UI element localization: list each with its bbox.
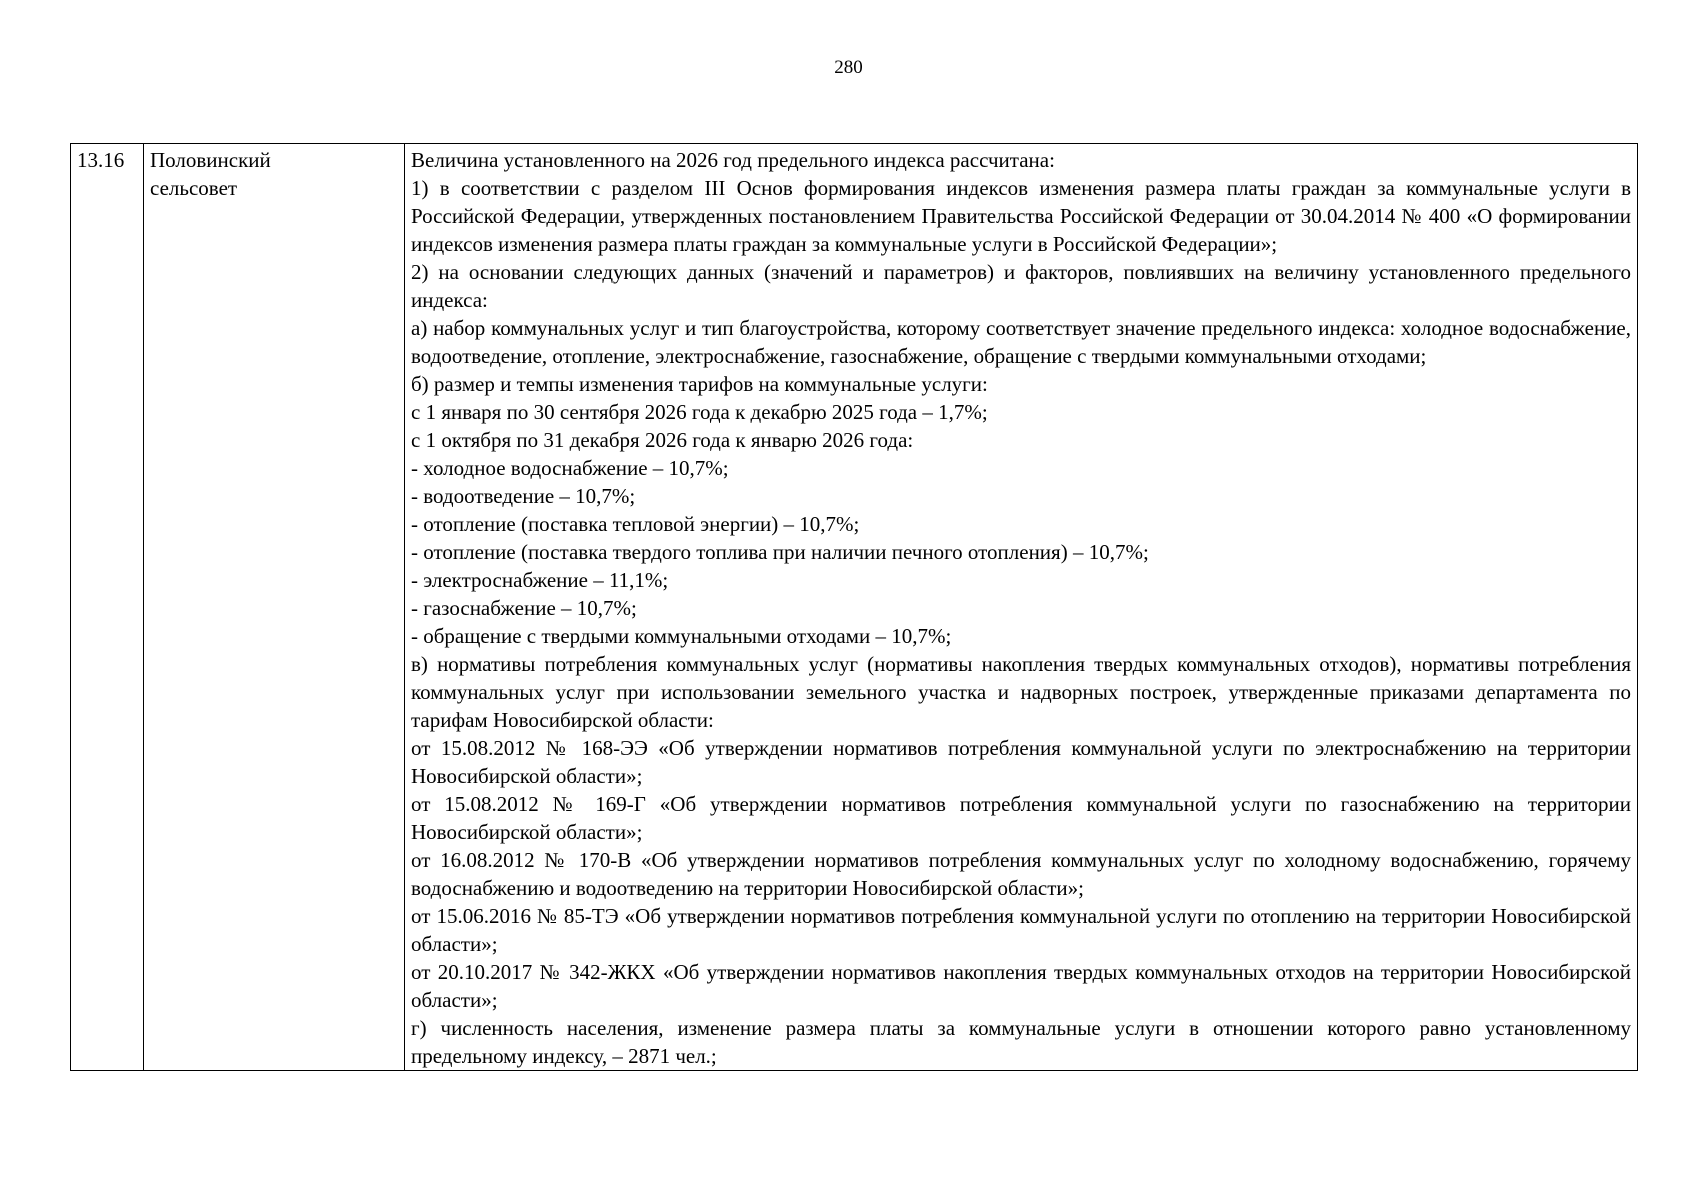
paragraph-item-v: в) нормативы потребления коммунальных услуг (нормативы накопления твердых коммунальных отходов), нормативы потребления коммунальных услуг при использовании земельного участка и надворных построек, утвержденные приказами департамента по тарифам Новосибирской области: xyxy=(411,652,1631,732)
paragraph-tariff-period-2: с 1 октября по 31 декабря 2026 года к январю 2026 года: xyxy=(411,428,914,452)
paragraph-tariff-period-1: с 1 января по 30 сентября 2026 года к декабрю 2025 года – 1,7%; xyxy=(411,400,988,424)
municipality-name-line: Половинский xyxy=(150,148,271,172)
index-description xyxy=(405,144,1638,1071)
table-row xyxy=(71,144,1638,1071)
municipality-name-line: сельсовет xyxy=(150,176,238,200)
list-item: - водоотведение – 10,7%; xyxy=(411,484,636,508)
paragraph-item-a: а) набор коммунальных услуг и тип благоустройства, которому соответствует значение предельного индекса: холодное водоснабжение, водоотведение, отопление, электроснабжение, газоснабжение, обращение с твердыми коммунальными отходами; xyxy=(411,316,1631,368)
order-reference: от 20.10.2017 № 342-ЖКХ «Об утверждении нормативов накопления твердых коммунальных отходов на территории Новосибирской области»; xyxy=(411,960,1631,1012)
list-item: - газоснабжение – 10,7%; xyxy=(411,596,637,620)
list-item: - отопление (поставка твердого топлива при наличии печного отопления) – 10,7%; xyxy=(411,540,1149,564)
list-item: - электроснабжение – 11,1%; xyxy=(411,568,669,592)
order-reference: от 15.08.2012 № 168-ЭЭ «Об утверждении нормативов потребления коммунальной услуги по электроснабжению на территории Новосибирской области»; xyxy=(411,736,1631,788)
paragraph-item-g: г) численность населения, изменение размера платы за коммунальные услуги в отношении которого равно установленному предельному индексу, – 2871 чел.; xyxy=(411,1016,1631,1068)
tariff-index-table xyxy=(70,143,1638,1071)
paragraph-item-b: б) размер и темпы изменения тарифов на коммунальные услуги: xyxy=(411,372,988,396)
paragraph-item-1: 1) в соответствии с разделом III Основ формирования индексов изменения размера платы граждан за коммунальные услуги в Российской Федерации, утвержденных постановлением Правительства Российской Федерации от 30.04.2014 № 400 «О формировании индексов изменения размера платы граждан за коммунальные услуги в Российской Федерации»; xyxy=(411,176,1631,256)
list-item: - холодное водоснабжение – 10,7%; xyxy=(411,456,729,480)
order-reference: от 15.08.2012 № 169-Г «Об утверждении нормативов потребления коммунальной услуги по газоснабжению на территории Новосибирской области»; xyxy=(411,792,1631,844)
order-reference: от 15.06.2016 № 85-ТЭ «Об утверждении нормативов потребления коммунальной услуги по отоплению на территории Новосибирской области»; xyxy=(411,904,1631,956)
page-number: 280 xyxy=(834,57,863,78)
row-number: 13.16 xyxy=(71,144,144,1071)
paragraph-item-2: 2) на основании следующих данных (значений и параметров) и факторов, повлиявших на величину установленного предельного индекса: xyxy=(411,260,1631,312)
paragraph-intro: Величина установленного на 2026 год предельного индекса рассчитана: xyxy=(411,148,1055,172)
municipality-name xyxy=(144,144,405,1071)
list-item: - обращение с твердыми коммунальными отходами – 10,7%; xyxy=(411,624,952,648)
order-reference: от 16.08.2012 № 170-В «Об утверждении нормативов потребления коммунальных услуг по холодному водоснабжению, горячему водоснабжению и водоотведению на территории Новосибирской области»; xyxy=(411,848,1631,900)
list-item: - отопление (поставка тепловой энергии) – 10,7%; xyxy=(411,512,860,536)
